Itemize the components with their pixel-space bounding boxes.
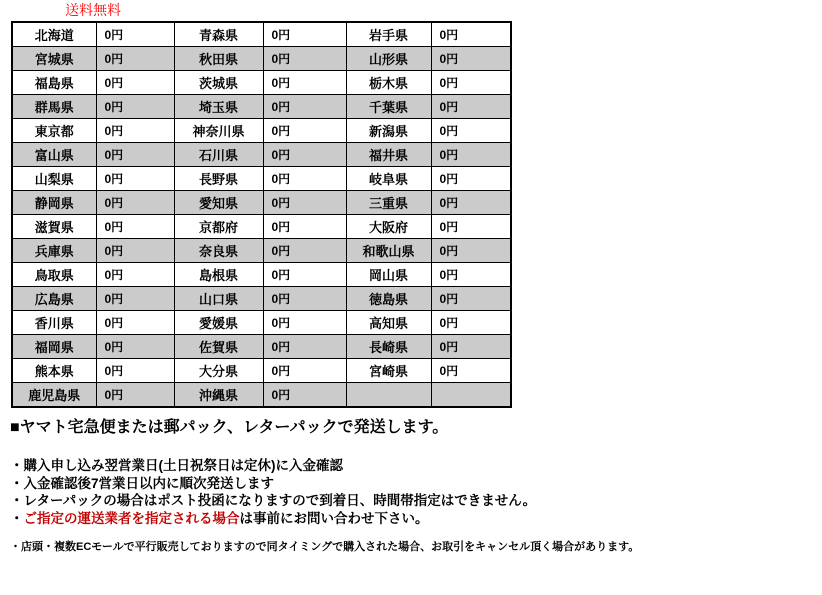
fee-cell: 0円 xyxy=(431,287,511,311)
fee-cell: 0円 xyxy=(263,71,346,95)
prefecture-cell: 三重県 xyxy=(346,191,431,215)
note-text: 入金確認後7営業日以内に順次発送します xyxy=(23,475,275,491)
fee-cell: 0円 xyxy=(263,359,346,383)
prefecture-cell: 佐賀県 xyxy=(174,335,263,359)
prefecture-cell: 愛媛県 xyxy=(174,311,263,335)
prefecture-cell: 山口県 xyxy=(174,287,263,311)
shipping-method-heading: ■ヤマト宅急便または郵パック、レターパックで発送します。 xyxy=(10,419,449,436)
table-row xyxy=(12,191,511,215)
prefecture-cell: 宮崎県 xyxy=(346,359,431,383)
prefecture-cell: 埼玉県 xyxy=(174,95,263,119)
prefecture-cell: 大分県 xyxy=(174,359,263,383)
fee-cell: 0円 xyxy=(96,287,174,311)
fee-cell: 0円 xyxy=(263,167,346,191)
prefecture-cell: 岡山県 xyxy=(346,263,431,287)
prefecture-cell: 徳島県 xyxy=(346,287,431,311)
prefecture-cell: 大阪府 xyxy=(346,215,431,239)
note-text: 購入申し込み翌営業日(土日祝祭日は定休)に入金確認 xyxy=(23,458,343,473)
prefecture-cell: 奈良県 xyxy=(174,239,263,263)
fee-cell: 0円 xyxy=(431,119,511,143)
prefecture-cell: 東京都 xyxy=(12,119,96,143)
table-row xyxy=(12,47,511,71)
fee-cell: 0円 xyxy=(263,383,346,408)
table-row xyxy=(12,287,511,311)
free-shipping-title: 送料無料 xyxy=(65,2,121,18)
notes-list xyxy=(10,457,536,527)
prefecture-cell: 千葉県 xyxy=(346,95,431,119)
note-text: レターパックの場合はポスト投函になりますので到着日、時間帯指定はできません。 xyxy=(23,493,537,508)
bullet-marker: ・ xyxy=(10,458,24,473)
fee-cell: 0円 xyxy=(263,335,346,359)
note-text: は事前にお問い合わせ下さい。 xyxy=(239,510,429,526)
prefecture-cell: 静岡県 xyxy=(12,191,96,215)
prefecture-cell: 京都府 xyxy=(174,215,263,239)
prefecture-cell: 山梨県 xyxy=(12,167,96,191)
prefecture-cell: 兵庫県 xyxy=(12,239,96,263)
fee-cell: 0円 xyxy=(96,191,174,215)
fee-cell: 0円 xyxy=(263,119,346,143)
prefecture-cell: 秋田県 xyxy=(174,47,263,71)
fee-cell: 0円 xyxy=(431,71,511,95)
fee-cell: 0円 xyxy=(263,263,346,287)
prefecture-cell: 香川県 xyxy=(12,311,96,335)
table-row xyxy=(12,263,511,287)
prefecture-cell: 福島県 xyxy=(12,71,96,95)
table-row xyxy=(12,119,511,143)
prefecture-cell: 石川県 xyxy=(174,143,263,167)
note-bullet xyxy=(10,510,536,528)
prefecture-cell: 栃木県 xyxy=(346,71,431,95)
prefecture-cell: 神奈川県 xyxy=(174,119,263,143)
fee-cell: 0円 xyxy=(431,335,511,359)
note-bullet xyxy=(10,475,536,493)
prefecture-cell: 沖縄県 xyxy=(174,383,263,408)
fee-cell: 0円 xyxy=(431,22,511,47)
fee-cell: 0円 xyxy=(96,359,174,383)
fee-cell: 0円 xyxy=(431,191,511,215)
fee-cell: 0円 xyxy=(431,311,511,335)
fee-cell: 0円 xyxy=(263,95,346,119)
fee-cell: 0円 xyxy=(96,239,174,263)
fee-cell: 0円 xyxy=(263,239,346,263)
shipping-fee-table xyxy=(11,21,512,408)
fee-cell: 0円 xyxy=(96,383,174,408)
prefecture-cell: 愛知県 xyxy=(174,191,263,215)
fee-cell xyxy=(431,383,511,408)
fee-cell: 0円 xyxy=(96,22,174,47)
fee-cell: 0円 xyxy=(96,335,174,359)
fee-cell: 0円 xyxy=(431,359,511,383)
table-row xyxy=(12,359,511,383)
note-bullet xyxy=(10,457,536,475)
prefecture-cell: 群馬県 xyxy=(12,95,96,119)
table-row xyxy=(12,22,511,47)
shipping-table-body xyxy=(12,22,511,407)
table-row xyxy=(12,71,511,95)
table-row xyxy=(12,167,511,191)
fee-cell: 0円 xyxy=(431,239,511,263)
fee-cell: 0円 xyxy=(96,167,174,191)
prefecture-cell: 富山県 xyxy=(12,143,96,167)
note-text: ご指定の運送業者を指定される場合 xyxy=(23,510,240,526)
table-row xyxy=(12,383,511,408)
prefecture-cell: 高知県 xyxy=(346,311,431,335)
prefecture-cell: 島根県 xyxy=(174,263,263,287)
prefecture-cell: 北海道 xyxy=(12,22,96,47)
bullet-marker: ・ xyxy=(10,475,24,491)
fee-cell: 0円 xyxy=(431,95,511,119)
table-row xyxy=(12,335,511,359)
fee-cell: 0円 xyxy=(263,215,346,239)
prefecture-cell: 和歌山県 xyxy=(346,239,431,263)
prefecture-cell: 福井県 xyxy=(346,143,431,167)
fee-cell: 0円 xyxy=(96,47,174,71)
prefecture-cell: 宮城県 xyxy=(12,47,96,71)
fee-cell: 0円 xyxy=(96,263,174,287)
fee-cell: 0円 xyxy=(431,215,511,239)
fee-cell: 0円 xyxy=(263,191,346,215)
prefecture-cell: 岐阜県 xyxy=(346,167,431,191)
fee-cell: 0円 xyxy=(263,311,346,335)
fee-cell: 0円 xyxy=(96,95,174,119)
fee-cell: 0円 xyxy=(263,47,346,71)
prefecture-cell: 滋賀県 xyxy=(12,215,96,239)
fee-cell: 0円 xyxy=(431,263,511,287)
bullet-marker: ・ xyxy=(10,493,24,508)
table-row xyxy=(12,215,511,239)
fee-cell: 0円 xyxy=(263,287,346,311)
table-row xyxy=(12,95,511,119)
prefecture-cell: 長野県 xyxy=(174,167,263,191)
prefecture-cell: 岩手県 xyxy=(346,22,431,47)
prefecture-cell xyxy=(346,383,431,408)
fee-cell: 0円 xyxy=(96,143,174,167)
prefecture-cell: 茨城県 xyxy=(174,71,263,95)
table-row xyxy=(12,239,511,263)
cancel-policy-footnote: ・店頭・複数ECモールで平行販売しておりますので同タイミングで購入された場合、お取引をキャンセル頂く場合があります。 xyxy=(10,541,640,553)
table-row xyxy=(12,143,511,167)
fee-cell: 0円 xyxy=(96,71,174,95)
fee-cell: 0円 xyxy=(96,119,174,143)
fee-cell: 0円 xyxy=(431,47,511,71)
fee-cell: 0円 xyxy=(431,143,511,167)
note-bullet xyxy=(10,492,536,510)
prefecture-cell: 山形県 xyxy=(346,47,431,71)
prefecture-cell: 青森県 xyxy=(174,22,263,47)
prefecture-cell: 鹿児島県 xyxy=(12,383,96,408)
fee-cell: 0円 xyxy=(263,143,346,167)
prefecture-cell: 熊本県 xyxy=(12,359,96,383)
prefecture-cell: 新潟県 xyxy=(346,119,431,143)
fee-cell: 0円 xyxy=(96,215,174,239)
prefecture-cell: 鳥取県 xyxy=(12,263,96,287)
fee-cell: 0円 xyxy=(263,22,346,47)
prefecture-cell: 広島県 xyxy=(12,287,96,311)
table-row xyxy=(12,311,511,335)
prefecture-cell: 福岡県 xyxy=(12,335,96,359)
prefecture-cell: 長崎県 xyxy=(346,335,431,359)
fee-cell: 0円 xyxy=(431,167,511,191)
bullet-marker: ・ xyxy=(10,510,24,526)
fee-cell: 0円 xyxy=(96,311,174,335)
